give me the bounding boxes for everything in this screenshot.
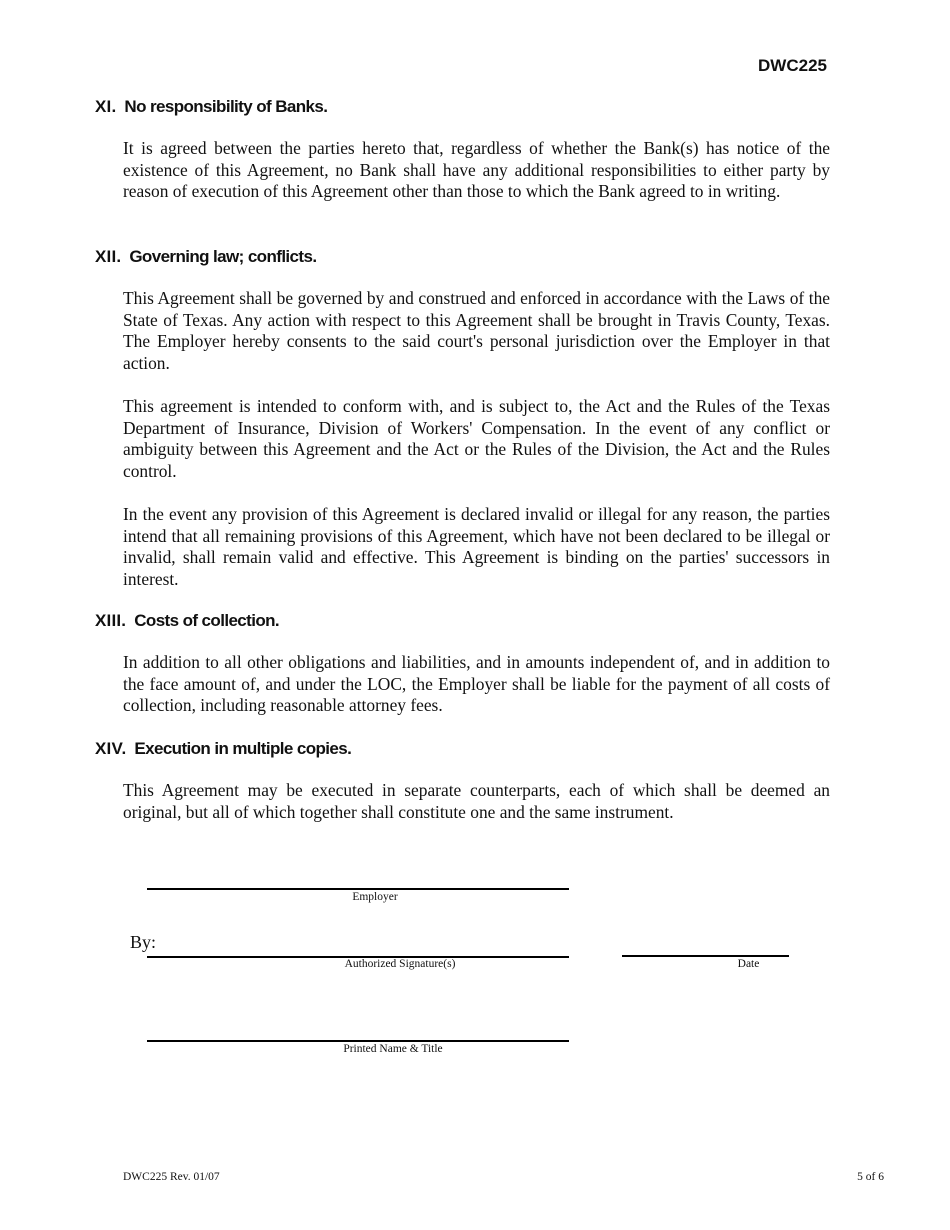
footer-revision: DWC225 Rev. 01/07 — [123, 1171, 220, 1183]
section-title: Governing law; conflicts. — [129, 247, 317, 266]
section-title: No responsibility of Banks. — [124, 97, 328, 116]
paragraph: It is agreed between the parties hereto that, regardless of whether the Bank(s) has notice of the existence of this Agreement, no Bank shall have any additional responsibilities to either party by reason of execution of this Agreement other than those to which the Bank agreed to in writing. — [123, 138, 830, 202]
section-xiii — [95, 610, 830, 717]
printed-name-line[interactable] — [147, 1040, 569, 1042]
section-xi — [95, 96, 830, 203]
section-number: XI. — [95, 97, 117, 116]
by-label: By: — [130, 932, 157, 952]
date-line[interactable] — [622, 955, 789, 957]
paragraph: This Agreement shall be governed by and construed and enforced in accordance with the Laws of the State of Texas. Any action with respect to this Agreement shall be brought in Travis County, Texas. The Employer hereby consents to the said court's personal jurisdiction over the Employer in that action. — [123, 288, 830, 373]
date-caption: Date — [737, 958, 760, 970]
section-xiv — [95, 738, 830, 823]
paragraph: In the event any provision of this Agreement is declared invalid or illegal for any reason, the parties intend that all remaining provisions of this Agreement, which have not been declared to be illegal or invalid, shall remain valid and effective. This Agreement is binding on the parties' successors in interest. — [123, 503, 830, 589]
section-title: Execution in multiple copies. — [134, 739, 352, 758]
section-title: Costs of collection. — [134, 611, 280, 630]
section-heading — [95, 96, 830, 118]
section-number: XIII. — [95, 611, 127, 630]
paragraph: This Agreement may be executed in separate counterparts, each of which shall be deemed an original, but all of which together shall constitute one and the same instrument. — [123, 780, 830, 822]
section-heading — [95, 610, 830, 632]
form-id: DWC225 — [758, 56, 827, 75]
printed-name-caption: Printed Name & Title — [343, 1043, 443, 1055]
authorized-signature-caption: Authorized Signature(s) — [344, 958, 456, 970]
section-heading — [95, 246, 830, 268]
section-number: XIV. — [95, 739, 127, 758]
section-number: XII. — [95, 247, 122, 266]
employer-caption: Employer — [352, 891, 398, 903]
paragraph: This agreement is intended to conform with, and is subject to, the Act and the Rules of the Texas Department of Insurance, Division of Workers' Compensation. In the event of any conflict or ambiguity between this Agreement and the Act or the Rules of the Division, the Act and the Rules control. — [123, 395, 830, 481]
employer-signature-line[interactable] — [147, 888, 569, 890]
section-xii — [95, 246, 830, 590]
footer-page-number: 5 of 6 — [857, 1171, 884, 1183]
paragraph: In addition to all other obligations and liabilities, and in amounts independent of, and in addition to the face amount of, and under the LOC, the Employer shall be liable for the payment of all costs of collection, including reasonable attorney fees. — [123, 652, 830, 716]
section-heading — [95, 738, 830, 760]
